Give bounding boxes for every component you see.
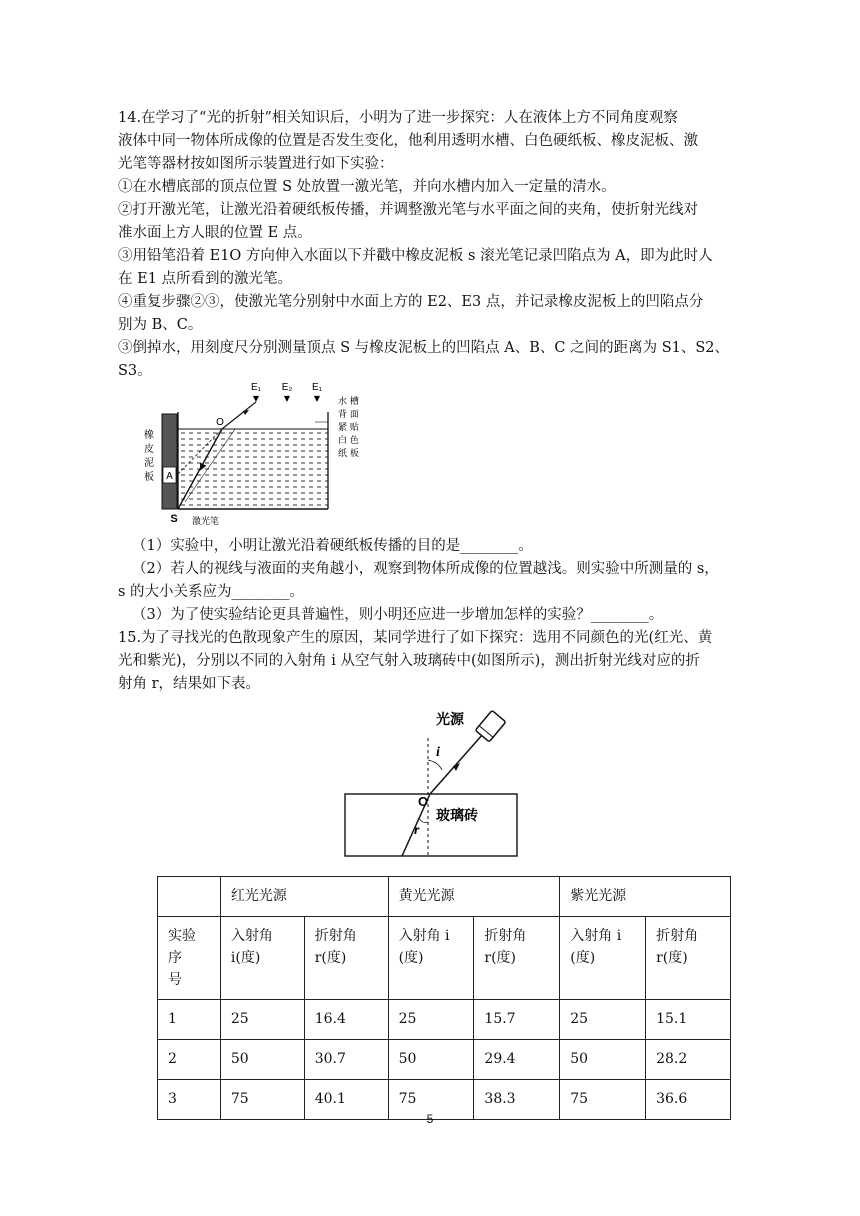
svg-text:▼: ▼ bbox=[283, 394, 291, 403]
table-cell: 36.6 bbox=[646, 1080, 731, 1120]
q15-line: 射角 r，结果如下表。 bbox=[118, 676, 261, 692]
table-cell: 28.2 bbox=[646, 1040, 731, 1080]
light-source-label: 光源 bbox=[436, 712, 464, 728]
table-cell: 2 bbox=[158, 1040, 221, 1080]
q14-step-4: ④重复步骤②③，使激光笔分别射中水面上方的 E2、E3 点，并记录橡皮泥板上的凹陷点分 bbox=[118, 294, 704, 310]
q15-line: 15.为了寻找光的色散现象产生的原因，某同学进行了如下探究：选用不同颜色的光(红光、黄 bbox=[118, 630, 713, 646]
glass-block bbox=[345, 794, 517, 856]
q14-text bbox=[118, 107, 738, 383]
emergent-ray bbox=[222, 402, 256, 429]
q14-line: 光笔等器材按如图所示装置进行如下实验： bbox=[118, 156, 394, 172]
table-cell: 15.1 bbox=[646, 1000, 731, 1040]
q15-text bbox=[118, 627, 738, 696]
e2-label: E₂ bbox=[281, 382, 293, 393]
q15-line: 光和紫光)，分别以不同的入射角 i 从空气射入玻璃砖中(如图所示)，测出折射光线对应的折 bbox=[118, 653, 700, 669]
table-header-row bbox=[158, 877, 731, 917]
table-cell: 75 bbox=[388, 1080, 474, 1120]
tank-label-line: 纸 板 bbox=[338, 449, 359, 459]
point-s-label: S bbox=[170, 513, 178, 525]
q14-line: 14.在学习了“光的折射”相关知识后，小明为了进一步探究：人在液体上方不同角度观察 bbox=[118, 110, 678, 126]
header-refraction-angle: 折射角 r(度) bbox=[304, 917, 388, 1000]
svg-text:▼: ▼ bbox=[313, 394, 321, 403]
board-label-char: 泥 bbox=[144, 458, 154, 469]
table-cell bbox=[158, 877, 221, 917]
tank-label-line: 紧 贴 bbox=[338, 423, 359, 433]
table-cell: 15.7 bbox=[474, 1000, 560, 1040]
header-incident-angle: 入射角 i(度) bbox=[220, 917, 304, 1000]
table-cell: 25 bbox=[388, 1000, 474, 1040]
q14-question-2: （2）若人的视线与液面的夹角越小，观察到物体所成像的位置越浅。则实验中所测量的 s， bbox=[132, 561, 719, 577]
point-o-label: O bbox=[216, 417, 224, 428]
table-cell: 29.4 bbox=[474, 1040, 560, 1080]
table-subheader-row bbox=[158, 917, 731, 1000]
header-red-light: 红光光源 bbox=[220, 877, 388, 917]
glass-label: 玻璃砖 bbox=[436, 808, 478, 824]
table-cell: 16.4 bbox=[304, 1000, 388, 1040]
table-cell: 38.3 bbox=[474, 1080, 560, 1120]
header-incident-angle: 入射角 i (度) bbox=[560, 917, 646, 1000]
q14-step-5: ③倒掉水，用刻度尺分别测量顶点 S 与橡皮泥板上的凹陷点 A、B、C 之间的距离为 S1、S2、 bbox=[118, 340, 730, 356]
incident-ray bbox=[430, 734, 483, 794]
water-tank-figure bbox=[140, 382, 385, 532]
tank-label-line: 白 色 bbox=[338, 436, 359, 446]
page-number: 5 bbox=[426, 1112, 434, 1126]
table-row bbox=[158, 1040, 731, 1080]
q14-step-2: ②打开激光笔，让激光沿着硬纸板传播，并调整激光笔与水平面之间的夹角，使折射光线对 bbox=[118, 202, 698, 218]
angle-r-label: r bbox=[414, 823, 420, 838]
q14-question-3: （3）为了使实验结论更具普遍性，则小明还应进一步增加怎样的实验？________。 bbox=[132, 607, 664, 623]
q14-question-2-cont: s 的大小关系应为________。 bbox=[118, 584, 305, 600]
board-label-char: 皮 bbox=[144, 444, 154, 455]
plasticine-board bbox=[162, 414, 177, 509]
q14-line: 别为 B、C。 bbox=[118, 317, 203, 333]
header-refraction-angle: 折射角 r(度) bbox=[646, 917, 731, 1000]
e1-label: E₁ bbox=[250, 382, 262, 393]
table-cell: 30.7 bbox=[304, 1040, 388, 1080]
refraction-data-table bbox=[157, 876, 731, 1120]
q14-step-3: ③用铅笔沿着 E1O 方向伸入水面以下并戳中橡皮泥板 s 滚光笔记录凹陷点为 A，即为此时人 bbox=[118, 248, 713, 264]
q14-step-1: ①在水槽底部的顶点位置 S 处放置一激光笔，并向水槽内加入一定量的清水。 bbox=[118, 179, 616, 195]
table-cell: 40.1 bbox=[304, 1080, 388, 1120]
board-label-char: 橡 bbox=[144, 430, 154, 441]
table-cell: 75 bbox=[220, 1080, 304, 1120]
header-refraction-angle: 折射角 r(度) bbox=[474, 917, 560, 1000]
header-yellow-light: 黄光光源 bbox=[388, 877, 560, 917]
table-cell: 1 bbox=[158, 1000, 221, 1040]
table-cell: 50 bbox=[560, 1040, 646, 1080]
table-row bbox=[158, 1000, 731, 1040]
e3-label: E₁ bbox=[311, 382, 323, 393]
table-cell: 75 bbox=[560, 1080, 646, 1120]
point-o-label: O bbox=[418, 794, 429, 809]
table-cell: 50 bbox=[220, 1040, 304, 1080]
q14-line: S3。 bbox=[118, 363, 152, 379]
svg-text:▼: ▼ bbox=[252, 394, 260, 403]
table-cell: 25 bbox=[220, 1000, 304, 1040]
table-cell: 3 bbox=[158, 1080, 221, 1120]
tank-label-line: 水 槽 bbox=[338, 397, 359, 407]
q14-line: 在 E1 点所看到的激光笔。 bbox=[118, 271, 293, 287]
angle-i-label: i bbox=[436, 745, 440, 760]
laser-label: 激光笔 bbox=[192, 517, 220, 527]
board-label-char: 板 bbox=[144, 472, 154, 483]
header-trial-number: 实验序 号 bbox=[158, 917, 221, 1000]
q14-question-1: （1）实验中，小明让激光沿着硬纸板传播的目的是________。 bbox=[132, 538, 533, 554]
header-purple-light: 紫光光源 bbox=[560, 877, 731, 917]
tank-label-line: 背 面 bbox=[338, 410, 359, 420]
header-incident-angle: 入射角 i (度) bbox=[388, 917, 474, 1000]
q14-line: 准水面上方人眼的位置 E 点。 bbox=[118, 225, 312, 241]
glass-block-figure bbox=[340, 708, 522, 860]
table-cell: 50 bbox=[388, 1040, 474, 1080]
point-a-label: A bbox=[166, 471, 173, 482]
table-cell: 25 bbox=[560, 1000, 646, 1040]
q14-line: 液体中同一物体所成像的位置是否发生变化，他利用透明水槽、白色硬纸板、橡皮泥板、激 bbox=[118, 133, 698, 149]
